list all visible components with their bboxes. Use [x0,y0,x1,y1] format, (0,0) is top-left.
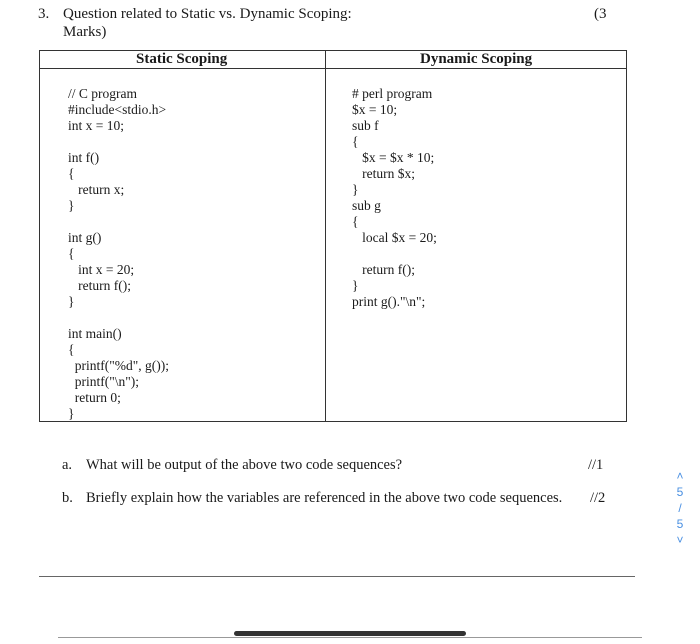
question-title: Question related to Static vs. Dynamic Scoping: [63,6,352,22]
table-header-divider [39,68,627,69]
static-scoping-code: // C program #include<stdio.h> int x = 10; int f() { return x; } int g() { int x = 20; return f(); } int main() { printf("%d", g()); printf("\n"); return 0; } [68,86,169,421]
subquestion-b [62,490,562,507]
total-pages: 5 [676,517,684,531]
dynamic-scoping-code: # perl program $x = 10; sub f { $x = $x * 10; return $x; } sub g { local $x = 20; return f(); } print g()."\n"; [352,86,437,309]
footer-divider [58,637,642,638]
table-column-divider [325,50,326,422]
dynamic-scoping-header: Dynamic Scoping [420,51,533,67]
page-indicator [668,468,692,548]
subquestion-b-label: b. [62,490,73,506]
subquestion-a-text: What will be output of the above two code sequences? [86,457,403,473]
page-separator: / [678,501,682,515]
subquestion-b-marks: //2 [590,490,606,506]
question-marks: (3 [594,6,607,22]
subquestion-a-label: a. [62,457,73,473]
subquestion-b-text: Briefly explain how the variables are referenced in the above two code sequences. [86,490,563,506]
subquestion-a [62,457,402,474]
current-page: 5 [676,485,684,499]
question-title-continued: Marks) [63,24,107,40]
chevron-up-icon[interactable]: ˄ [676,469,684,483]
horizontal-scrollbar-thumb[interactable] [234,631,466,636]
answer-divider [39,576,635,577]
static-scoping-header: Static Scoping [136,51,228,67]
question-number: 3. [38,6,50,22]
chevron-down-icon[interactable]: ˅ [676,533,684,547]
subquestion-a-marks: //1 [588,457,604,473]
